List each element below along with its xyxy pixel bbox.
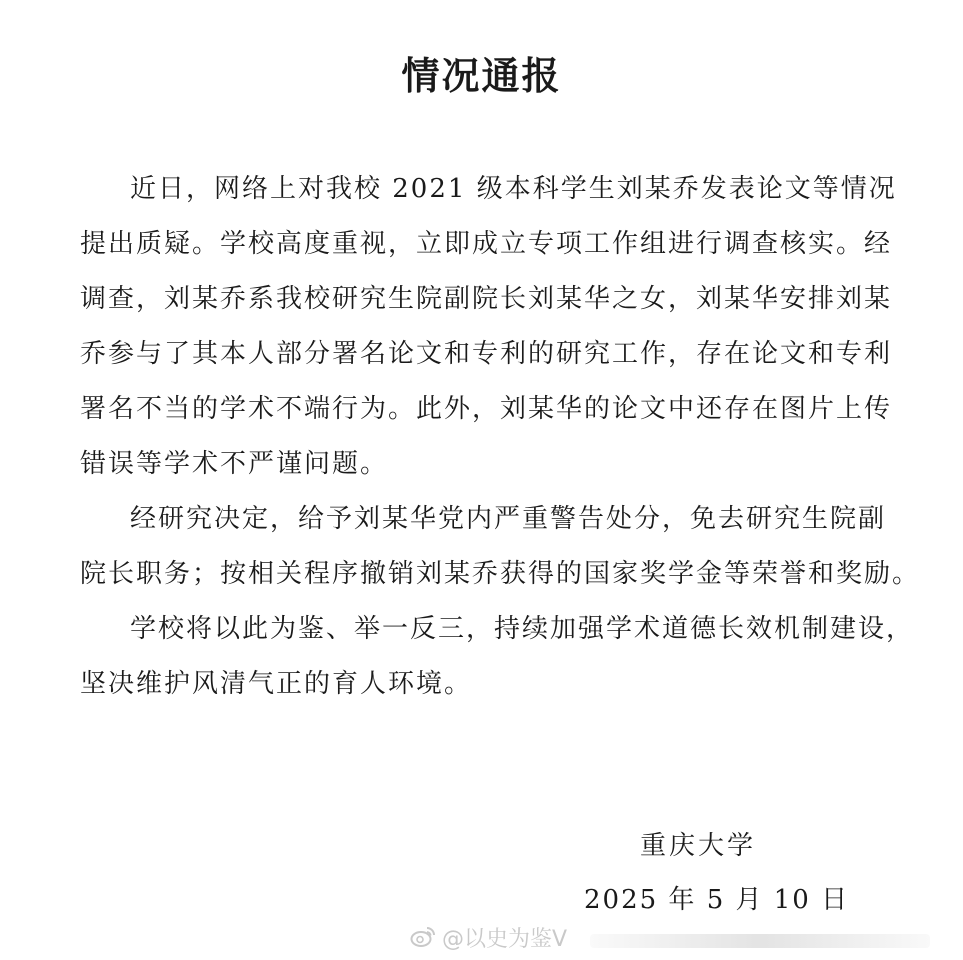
paragraph-line: 提出质疑。学校高度重视，立即成立专项工作组进行调查核实。经 xyxy=(80,229,893,259)
paragraph-line: 坚决维护风清气正的育人环境。 xyxy=(80,669,473,699)
paragraph-line: 错误等学术不严谨问题。 xyxy=(80,449,389,479)
document-body xyxy=(80,162,921,712)
paragraph-3 xyxy=(80,602,915,712)
paragraph-1 xyxy=(80,162,908,492)
weibo-icon xyxy=(410,924,436,950)
paragraph-line: 乔参与了其本人部分署名论文和专利的研究工作，存在论文和专利 xyxy=(80,339,893,369)
paragraph-line: 院长职务；按相关程序撤销刘某乔获得的国家奖学金等荣誉和奖励。 xyxy=(80,559,921,589)
weibo-watermark xyxy=(410,920,567,954)
issue-date: 2025 年 5 月 10 日 xyxy=(584,885,850,915)
paragraph-2 xyxy=(80,492,921,602)
document-title: 情况通报 xyxy=(401,54,562,98)
paragraph-line: 学校将以此为鉴、举一反三，持续加强学术道德长效机制建设， xyxy=(130,614,915,644)
paragraph-line: 署名不当的学术不端行为。此外，刘某华的论文中还存在图片上传 xyxy=(80,394,893,424)
watermark-trail xyxy=(590,934,930,948)
paragraph-line: 经研究决定，给予刘某华党内严重警告处分，免去研究生院副 xyxy=(130,504,887,534)
paragraph-line: 调查，刘某乔系我校研究生院副院长刘某华之女，刘某华安排刘某 xyxy=(80,284,893,314)
paragraph-line: 近日，网络上对我校 2021 级本科学生刘某乔发表论文等情况 xyxy=(130,174,897,204)
issuer-signature: 重庆大学 xyxy=(640,831,757,861)
watermark-text: @以史为鉴V xyxy=(442,926,568,952)
